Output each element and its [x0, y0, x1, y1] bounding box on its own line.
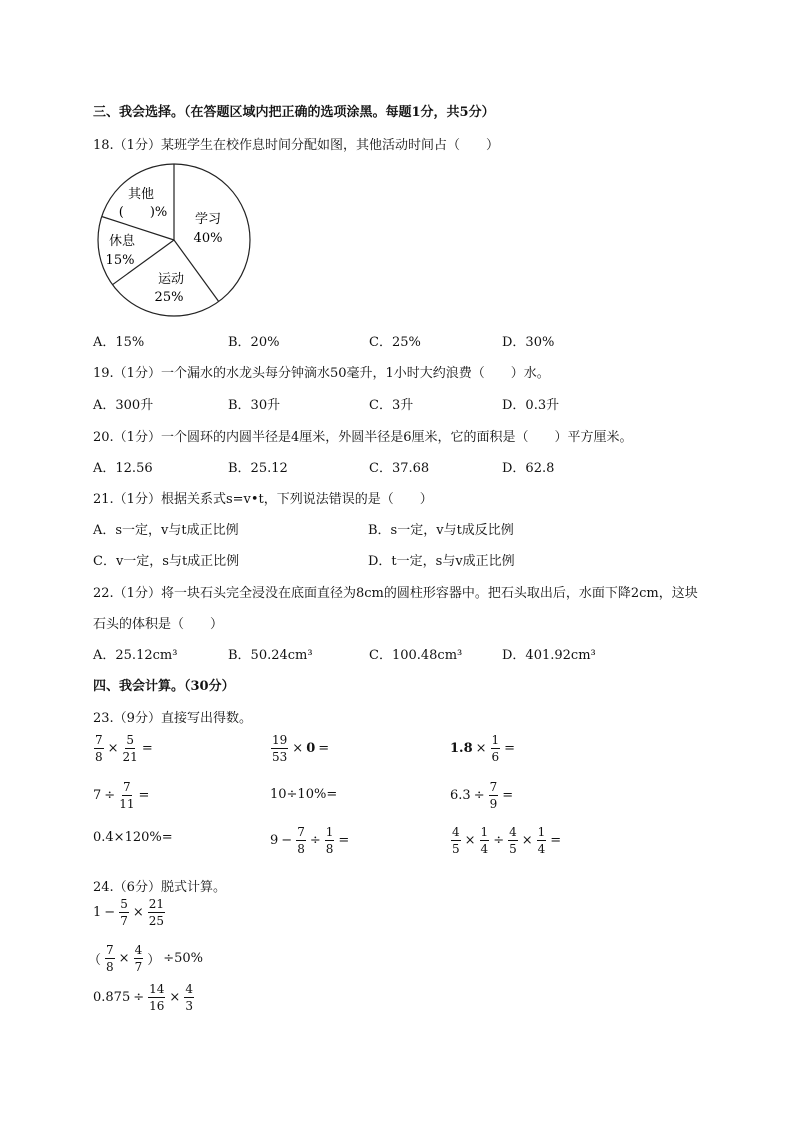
pie-pct-rest: 15%: [105, 253, 135, 268]
fraction: $\frac{4}{7}$: [134, 943, 143, 974]
fraction: $\frac{5}{7}$: [120, 897, 128, 928]
q24-stem: 24.（6分）脱式计算。: [93, 880, 226, 895]
q20-option-a[interactable]: A．12.56: [93, 461, 153, 476]
q19-option-c[interactable]: C．3升: [369, 398, 414, 413]
q21-option-d[interactable]: D．t一定，s与v成正比例: [368, 554, 515, 569]
fraction: $\frac{21}{25}$: [148, 897, 165, 928]
q21-option-a[interactable]: A．s一定，v与t成正比例: [93, 523, 239, 538]
q20-option-c[interactable]: C．37.68: [369, 461, 430, 476]
pie-label-other: 其他: [127, 187, 155, 202]
fraction: $\frac{7}{11}$: [119, 780, 135, 811]
q23-expr-9: $\frac{4}{5}$ × $\frac{1}{4}$ ÷ $\frac{4}{5}$ × $\frac{1}{4}$ =: [452, 825, 562, 856]
q20-stem: 20.（1分）一个圆环的内圆半径是4厘米，外圆半径是6厘米，它的面积是（ ）平方厘米。: [93, 430, 633, 445]
q23-expr-4: 7 ÷ $\frac{7}{11}$ =: [93, 780, 150, 811]
fraction: $\frac{1}{4}$: [537, 825, 546, 856]
pie-pct-other: ( )%: [118, 205, 168, 220]
q19-option-a[interactable]: A．300升: [93, 398, 154, 413]
fraction: $\frac{4}{3}$: [185, 982, 193, 1013]
q23-expr-5: 10÷10%=: [270, 787, 338, 802]
q18-stem: 18.（1分）某班学生在校作息时间分配如图，其他活动时间占（ ）: [93, 138, 499, 153]
q22-option-b[interactable]: B．50.24cm³: [228, 648, 313, 663]
fraction: $\frac{5}{21}$: [122, 733, 138, 764]
fraction: $\frac{1}{8}$: [325, 825, 334, 856]
q20-option-b[interactable]: B．25.12: [228, 461, 288, 476]
q22-option-a[interactable]: A．25.12cm³: [93, 648, 178, 663]
q18-option-c[interactable]: C．25%: [369, 335, 421, 350]
fraction: $\frac{19}{53}$: [272, 733, 288, 764]
q21-option-b[interactable]: B．s一定，v与t成反比例: [368, 523, 514, 538]
q23-stem: 23.（9分）直接写出得数。: [93, 711, 252, 726]
q19-stem: 19.（1分）一个漏水的水龙头每分钟滴水50毫升，1小时大约浪费（ ）水。: [93, 366, 550, 381]
q19-option-b[interactable]: B．30升: [228, 398, 281, 413]
pie-chart: [94, 160, 254, 320]
q22-stem-line1: 22.（1分）将一块石头完全浸没在底面直径为8cm的圆柱形容器中。把石头取出后，水面下降2cm，这块: [93, 586, 698, 601]
q22-option-c[interactable]: C．100.48cm³: [369, 648, 463, 663]
q21-stem: 21.（1分）根据关系式s=v•t，下列说法错误的是（ ）: [93, 492, 433, 507]
fraction: $\frac{14}{16}$: [149, 982, 165, 1013]
q23-expr-8: 9 − $\frac{7}{8}$ ÷ $\frac{1}{8}$ =: [270, 825, 350, 856]
q24-expr-1: 1 − $\frac{5}{7}$ × $\frac{21}{25}$: [93, 897, 165, 928]
q24-expr-3: 0.875 ÷ $\frac{14}{16}$ × $\frac{4}{3}$: [93, 982, 193, 1013]
q22-stem-line2: 石头的体积是（ ）: [93, 617, 224, 632]
section-4-title: 四、我会计算。（30分）: [93, 679, 235, 694]
fraction: $\frac{7}{8}$: [95, 733, 103, 764]
pie-pct-study: 40%: [193, 231, 223, 246]
q23-expr-2: $\frac{19}{53}$ × 0 =: [272, 733, 330, 764]
fraction: $\frac{4}{5}$: [452, 825, 460, 856]
q18-option-d[interactable]: D．30%: [502, 335, 555, 350]
q18-option-a[interactable]: A．15%: [93, 335, 145, 350]
fraction: $\frac{7}{8}$: [297, 825, 305, 856]
pie-pct-sport: 25%: [154, 290, 184, 305]
q22-option-d[interactable]: D．401.92cm³: [502, 648, 596, 663]
pie-label-rest: 休息: [108, 234, 136, 249]
fraction: $\frac{7}{8}$: [106, 943, 114, 974]
fraction: $\frac{7}{9}$: [489, 780, 498, 811]
q23-expr-1: $\frac{7}{8}$ × $\frac{5}{21}$ =: [95, 733, 153, 764]
q20-option-d[interactable]: D．62.8: [502, 461, 555, 476]
pie-label-sport: 运动: [157, 272, 185, 287]
q24-expr-2: （ $\frac{7}{8}$ × $\frac{4}{7}$ ） ÷50%: [88, 943, 204, 974]
q23-expr-7: 0.4×120%=: [93, 830, 173, 845]
fraction: $\frac{1}{4}$: [480, 825, 489, 856]
fraction: $\frac{1}{6}$: [491, 733, 500, 764]
q18-option-b[interactable]: B．20%: [228, 335, 280, 350]
q23-expr-6: 6.3 ÷ $\frac{7}{9}$ =: [450, 780, 514, 811]
section-3-title: 三、我会选择。（在答题区域内把正确的选项涂黑。每题1分，共5分）: [93, 105, 495, 120]
fraction: $\frac{4}{5}$: [509, 825, 517, 856]
q21-option-c[interactable]: C．v一定，s与t成正比例: [93, 554, 240, 569]
q23-expr-3: 1.8 × $\frac{1}{6}$ =: [450, 733, 516, 764]
pie-label-study: 学习: [194, 212, 222, 227]
q19-option-d[interactable]: D．0.3升: [502, 398, 560, 413]
